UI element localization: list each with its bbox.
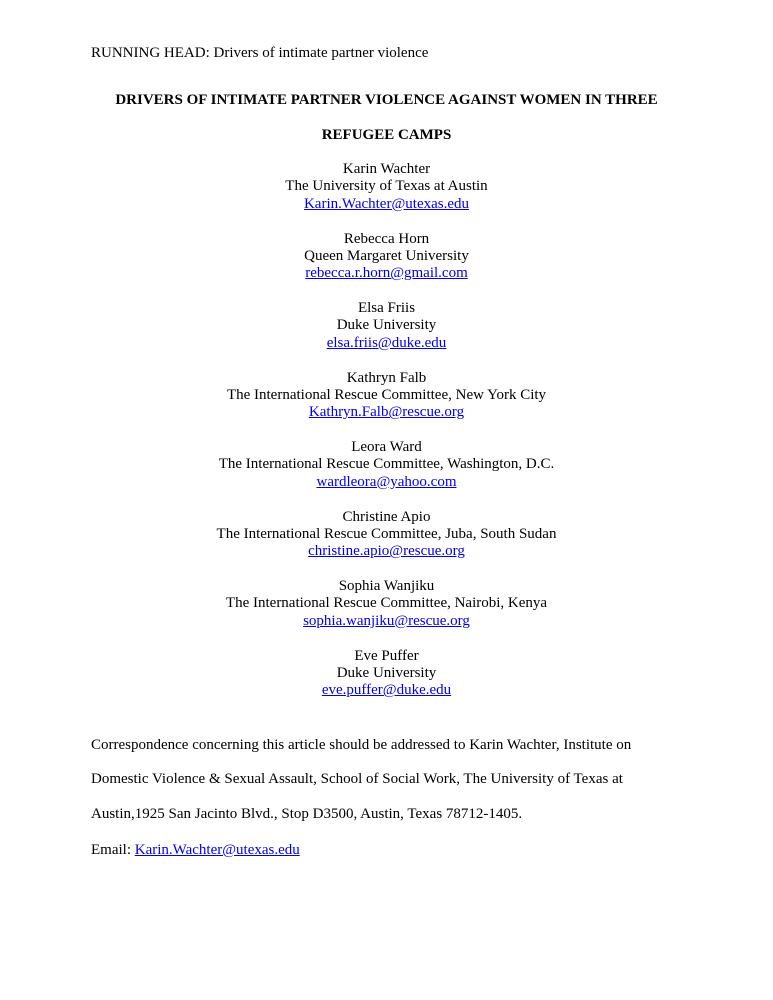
author-affiliation: The International Rescue Committee, Juba, South Sudan [216,525,557,542]
author-affiliation: The University of Texas at Austin [285,178,488,195]
author-email-link[interactable]: sophia.wanjiku@rescue.org [303,612,470,629]
author-name: Christine Apio [342,508,431,525]
email-label: Email: [91,842,131,858]
author-block [0,509,773,579]
author-name: Leora Ward [351,439,422,455]
author-email-link[interactable]: wardleora@yahoo.com [316,473,457,490]
author-affiliation: The International Rescue Committee, Nairobi, Kenya [225,595,548,612]
running-head: RUNNING HEAD: Drivers of intimate partner violence [91,45,429,61]
author-block [0,231,773,301]
author-block [0,578,773,648]
author-block [0,439,773,509]
paper-title-line-2: REFUGEE CAMPS [321,127,452,143]
correspondence-line-3: Austin,1925 San Jacinto Blvd., Stop D3500, Austin, Texas 78712-1405. [91,806,523,822]
author-name: Sophia Wanjiku [338,578,435,594]
author-name: Elsa Friis [357,300,416,316]
author-email-link[interactable]: Karin.Wachter@utexas.edu [303,195,470,212]
author-block [0,648,773,718]
author-name: Eve Puffer [354,647,419,664]
author-name: Karin Wachter [342,161,431,177]
correspondence-email-link[interactable]: Karin.Wachter@utexas.edu [134,842,300,858]
author-name: Rebecca Horn [343,230,430,247]
author-affiliation: Duke University [336,317,437,334]
author-block [0,370,773,440]
author-block [0,300,773,370]
author-email-link[interactable]: eve.puffer@duke.edu [321,682,452,699]
author-email-link[interactable]: christine.apio@rescue.org [308,543,465,560]
author-email-link[interactable]: elsa.friis@duke.edu [326,334,447,351]
paper-title-line-1: DRIVERS OF INTIMATE PARTNER VIOLENCE AGAINST WOMEN IN THREE [115,92,658,108]
author-affiliation: The International Rescue Committee, Washington, D.C. [218,456,555,473]
author-list [0,161,773,717]
author-affiliation: Queen Margaret University [304,247,469,264]
author-block [0,161,773,231]
correspondence-email-line [91,842,751,859]
author-affiliation: The International Rescue Committee, New York City [226,386,547,403]
author-name: Kathryn Falb [346,369,427,386]
author-affiliation: Duke University [336,664,437,681]
correspondence-line-2: Domestic Violence & Sexual Assault, School of Social Work, The University of Texas at [91,771,623,787]
correspondence-line-1: Correspondence concerning this article should be addressed to Karin Wachter, Institute on [91,737,632,753]
author-email-link[interactable]: rebecca.r.horn@gmail.com [305,265,468,282]
author-email-link[interactable]: Kathryn.Falb@rescue.org [308,404,465,421]
